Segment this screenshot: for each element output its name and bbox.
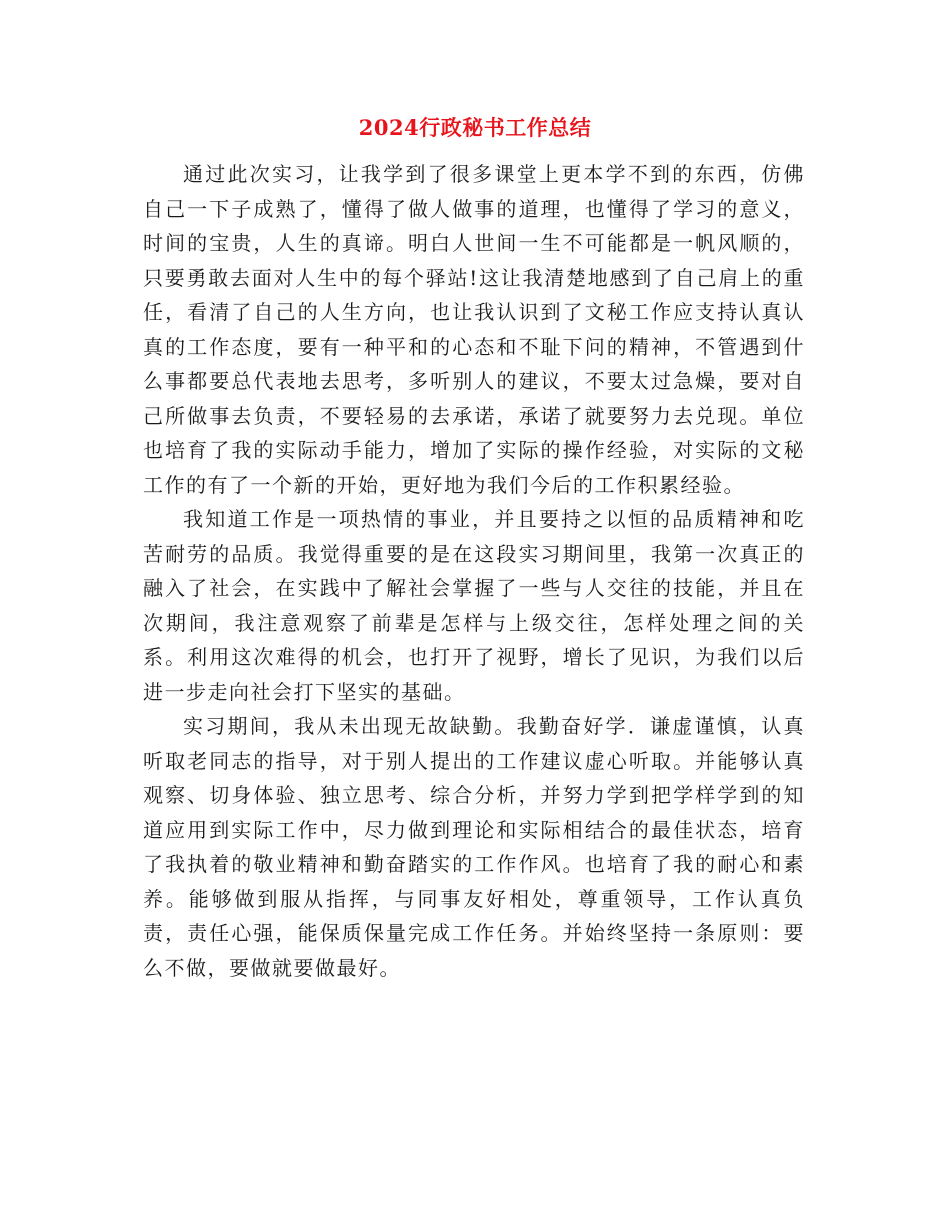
document-body [143,157,805,985]
paragraph-3: 实习期间，我从未出现无故缺勤。我勤奋好学．谦虚谨慎，认真听取老同志的指导，对于别人提出的工作建议虚心听取。并能够认真观察、切身体验、独立思考、综合分析，并努力学到把学样学到的知道应用到实际工作中，尽力做到理论和实际相结合的最佳状态，培育了我执着的敬业精神和勤奋踏实的工作作风。也培育了我的耐心和素养。能够做到服从指挥，与同事友好相处，尊重领导，工作认真负责，责任心强，能保质保量完成工作任务。并始终坚持一条原则：要么不做，要做就要做最好。 [143,714,805,980]
paragraph-1: 通过此次实习，让我学到了很多课堂上更本学不到的东西，仿佛自己一下子成熟了，懂得了做人做事的道理，也懂得了学习的意义，时间的宝贵，人生的真谛。明白人世间一生不可能都是一帆风顺的，只要勇敢去面对人生中的每个驿站!这让我清楚地感到了自己肩上的重任，看清了自己的人生方向，也让我认识到了文秘工作应支持认真认真的工作态度，要有一种平和的心态和不耻下问的精神，不管遇到什么事都要总代表地去思考，多听别人的建议，不要太过急燥，要对自己所做事去负责，不要轻易的去承诺，承诺了就要努力去兑现。单位也培育了我的实际动手能力，增加了实际的操作经验，对实际的文秘工作的有了一个新的开始，更好地为我们今后的工作积累经验。 [143,162,805,497]
document-title: 2024行政秘书工作总结 [358,115,592,140]
paragraph-2: 我知道工作是一项热情的事业，并且要持之以恒的品质精神和吃苦耐劳的品质。我觉得重要的是在这段实习期间里，我第一次真正的融入了社会，在实践中了解社会掌握了一些与人交往的技能，并且在次期间，我注意观察了前辈是怎样与上级交往，怎样处理之间的关系。利用这次难得的机会，也打开了视野，增长了见识，为我们以后进一步走向社会打下坚实的基础。 [143,507,805,704]
